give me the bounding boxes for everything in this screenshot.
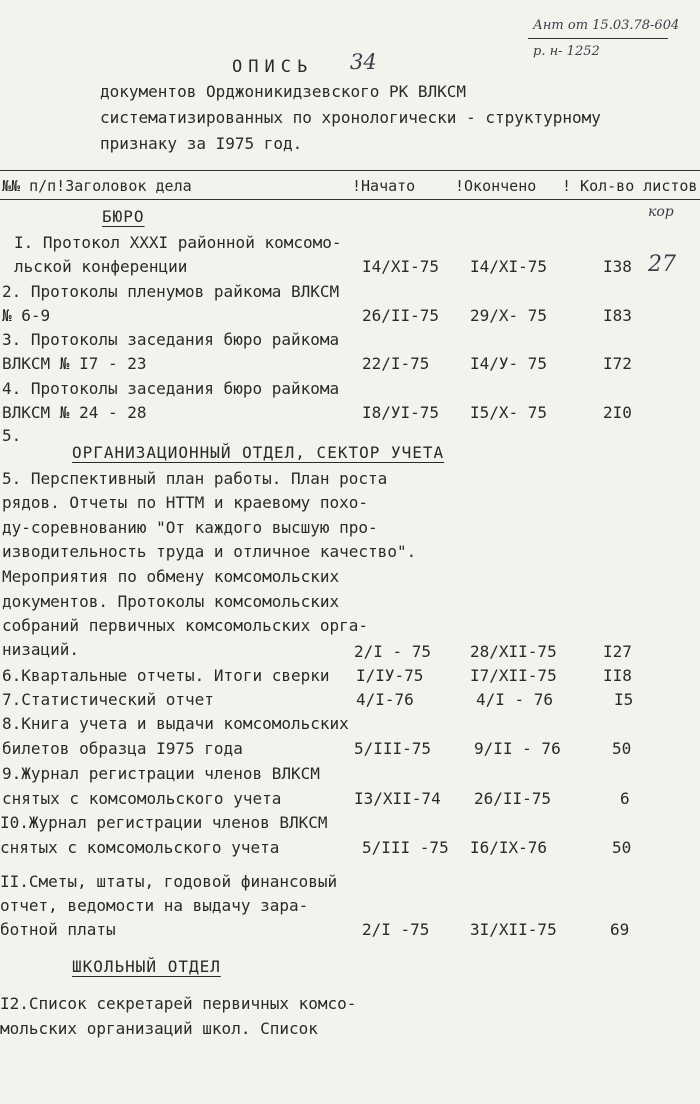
row-sheet-count: 50 (612, 838, 632, 857)
row-end-date: 3I/XII-75 (470, 920, 557, 939)
row-title-line: ду-соревнованию "От каждого высшую про- (2, 518, 378, 537)
document-title: ОПИСЬ (232, 57, 314, 77)
row-end-date: 26/II-75 (474, 789, 552, 808)
row-title-line: 4. Протоколы заседания бюро райкома (2, 379, 340, 398)
row-start-date: 26/II-75 (362, 306, 440, 325)
column-header-count: ! Кол-во листов (562, 177, 698, 195)
row-title-line: ботной платы (0, 920, 116, 939)
row-title-line: 2. Протоколы пленумов райкома ВЛКСМ (2, 282, 340, 301)
row-title-line: 3. Протоколы заседания бюро райкома (2, 330, 340, 349)
column-header-title: №№ п/п!Заголовок дела (2, 177, 192, 195)
heading-line: систематизированных по хронологически - структурному (100, 108, 601, 127)
row-end-date: I5/X- 75 (470, 403, 548, 422)
row-title-line: I0.Журнал регистрации членов ВЛКСМ (0, 813, 328, 832)
header-bottom-rule (0, 199, 700, 200)
row-end-date: 9/II - 76 (474, 739, 561, 758)
row-title-line: № 6-9 (2, 306, 51, 325)
row-title-line: мольских организаций школ. Список (0, 1019, 318, 1038)
row-title-line: снятых с комсомольского учета (2, 789, 282, 808)
row-start-date: 22/I-75 (362, 354, 430, 373)
row-start-date: 2/I -75 (362, 920, 430, 939)
row-title-line: I. Протокол XXXI районной комсомо- (14, 233, 342, 252)
row-title-line: изводительность труда и отличное качество". (2, 542, 417, 561)
row-end-date: I4/XI-75 (470, 257, 548, 276)
row-end-date: I6/IX-76 (470, 838, 548, 857)
row-end-date: 4/I - 76 (476, 690, 554, 709)
row-sheet-count: 6 (620, 789, 630, 808)
row-sheet-count: II8 (603, 666, 632, 685)
row-title-line: 8.Книга учета и выдачи комсомольских (2, 714, 349, 733)
row-start-date: I3/XII-74 (354, 789, 441, 808)
row-end-date: 29/X- 75 (470, 306, 548, 325)
row-handwritten-note: 27 (648, 252, 676, 277)
row-title-line: ВЛКСМ № I7 - 23 (2, 354, 147, 373)
row-title-line: Мероприятия по обмену комсомольских (2, 567, 340, 586)
row-title-line: рядов. Отчеты по НТТМ и краевому похо- (2, 493, 369, 512)
row-title-line: I2.Список секретарей первичных комсо- (0, 994, 357, 1013)
archive-note-line2: р. н- 1252 (533, 44, 600, 59)
row-title-line: документов. Протоколы комсомольских (2, 592, 340, 611)
row-sheet-count: 69 (610, 920, 630, 939)
row-start-date: I/IУ-75 (356, 666, 424, 685)
row-title-line: 5. Перспективный план работы. План роста (2, 469, 388, 488)
row-title-line: собраний первичных комсомольских орга- (2, 616, 369, 635)
row-start-date: 2/I - 75 (354, 642, 432, 661)
row-end-date: I7/XII-75 (470, 666, 557, 685)
row-title-line: 5. (2, 426, 22, 445)
row-sheet-count: 50 (612, 739, 632, 758)
section-title-buro: БЮРО (102, 207, 145, 226)
row-sheet-count: I83 (603, 306, 632, 325)
row-title-line: отчет, ведомости на выдачу зара- (0, 896, 309, 915)
heading-line: признаку за I975 год. (100, 134, 303, 153)
row-sheet-count: I5 (614, 690, 634, 709)
row-start-date: I8/УI-75 (362, 403, 440, 422)
section-title-org: ОРГАНИЗАЦИОННЫЙ ОТДЕЛ, СЕКТОР УЧЕТА (72, 443, 445, 462)
row-title-line: низаций. (2, 640, 80, 659)
row-title-line: II.Сметы, штаты, годовой финансовый (0, 872, 338, 891)
row-sheet-count: I72 (603, 354, 632, 373)
row-sheet-count: 2I0 (603, 403, 632, 422)
row-title-line: билетов образца I975 года (2, 739, 243, 758)
row-title-line: 7.Статистический отчет (2, 690, 214, 709)
row-start-date: I4/XI-75 (362, 257, 440, 276)
document-title-number: 34 (350, 50, 377, 74)
row-sheet-count: I38 (603, 257, 632, 276)
column-header-end: !Окончено (455, 177, 537, 195)
archive-note-underline (528, 38, 668, 39)
row-start-date: 4/I-76 (356, 690, 414, 709)
archive-note-line1: Ант от 15.03.78-604 (533, 18, 680, 33)
row-start-date: 5/III-75 (354, 739, 432, 758)
row-end-date: I4/У- 75 (470, 354, 548, 373)
row-sheet-count: I27 (603, 642, 632, 661)
row-title-line: ВЛКСМ № 24 - 28 (2, 403, 147, 422)
row-start-date: 5/III -75 (362, 838, 449, 857)
row-title-line: льской конференции (14, 257, 188, 276)
header-top-rule (0, 170, 700, 171)
column-header-start: !Начато (352, 177, 416, 195)
heading-line: документов Орджоникидзевского РК ВЛКСМ (100, 82, 467, 101)
correction-note: кор (648, 204, 674, 220)
row-title-line: снятых с комсомольского учета (0, 838, 280, 857)
row-title-line: 6.Квартальные отчеты. Итоги сверки (2, 666, 330, 685)
row-title-line: 9.Журнал регистрации членов ВЛКСМ (2, 764, 320, 783)
section-title-school: ШКОЛЬНЫЙ ОТДЕЛ (72, 957, 221, 976)
row-end-date: 28/XII-75 (470, 642, 557, 661)
